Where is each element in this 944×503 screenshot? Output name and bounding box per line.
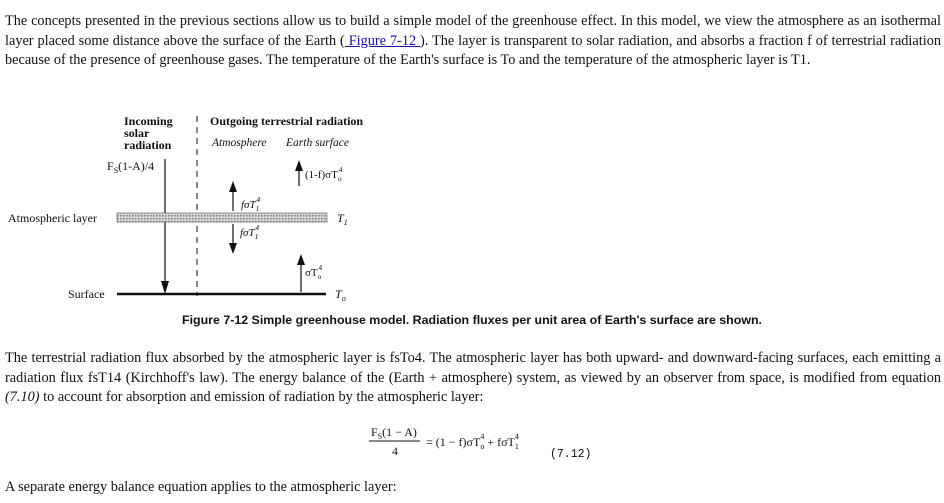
energy-balance-text-end: to account for absorption and emission of radiation by the atmospheric layer: [39,389,484,406]
atm-up-arrowhead [229,181,237,192]
equation-number: (7.12) [550,448,592,461]
equation-7-10-ref: (7.10) [5,389,40,406]
transmitted-arrowhead [295,160,303,171]
equation-denominator: 4 [392,444,398,458]
atmospheric-layer-label: Atmospheric layer [8,211,97,225]
energy-balance-text-start: The terrestrial radiation flux absorbed by the atmospheric layer is fsTo4. The atmospheric layer has both upward- and downward-facing surfaces, each emitting a radiation flux fsT14 (Kirchhoff's law). The energy balance of the (Earth + atmosphere) system, as viewed by an observer from space, is modified from equation [5,350,941,386]
atmospheric-layer-band [117,213,327,222]
atm-down-label: fσT$_1$4 [240,223,260,241]
solar-flux-label: $F_S(1-A)/4$ [107,159,155,175]
t0-label: $T_o$ [335,287,346,303]
transmitted-label: $(1-f)\sigma T_o4$ [305,165,343,183]
t1-label: $T_1$ [337,211,348,227]
equation-7-12 [368,422,628,468]
equation-rhs: = $(1 - f)\sigma T_o4 + f\sigma T_14$ [426,432,519,451]
intro-paragraph [5,12,941,71]
surface-label: Surface [68,287,105,301]
incoming-header-line1: Incoming [124,114,173,128]
figure-caption: Figure 7-12 Simple greenhouse model. Radiation fluxes per unit area of Earth's surface are shown. [182,313,762,327]
surface-emit-arrowhead [297,254,305,265]
equation-numerator: $F_S(1 - A)$ [371,425,417,441]
outgoing-header: Outgoing terrestrial radiation [210,114,364,128]
greenhouse-model-figure [0,110,944,310]
atmosphere-balance-paragraph: A separate energy balance equation applies to the atmospheric layer: [5,479,397,495]
figure-7-12-link[interactable]: Figure 7-12 [344,32,421,49]
solar-arrowhead [161,281,169,294]
intro-text-start: The concepts presented in the previous sections allow us to build a simple model of the greenhouse effect. In this model, we view the atmosphere as an isothermal layer placed some distance above the surface of the Earth ( [5,13,941,49]
atm-down-arrowhead [229,243,237,254]
incoming-header-line2: solar [124,126,150,140]
intro-text-end: ). The layer is transparent to solar radiation, and absorbs a fraction f of terrestrial radiation because of the presence of greenhouse gases. The temperature of the Earth's surface is To and the temperature of the atmospheric layer is T1. [5,32,941,69]
surface-emit-label: $\sigma T_o4$ [305,263,323,281]
incoming-header-line3: radiation [124,138,172,152]
atmosphere-subheader: Atmosphere [212,137,267,149]
earth-surface-subheader: Earth surface [286,137,349,149]
energy-balance-paragraph [5,349,941,408]
atm-up-label: fσT$_1$4 [241,195,261,213]
